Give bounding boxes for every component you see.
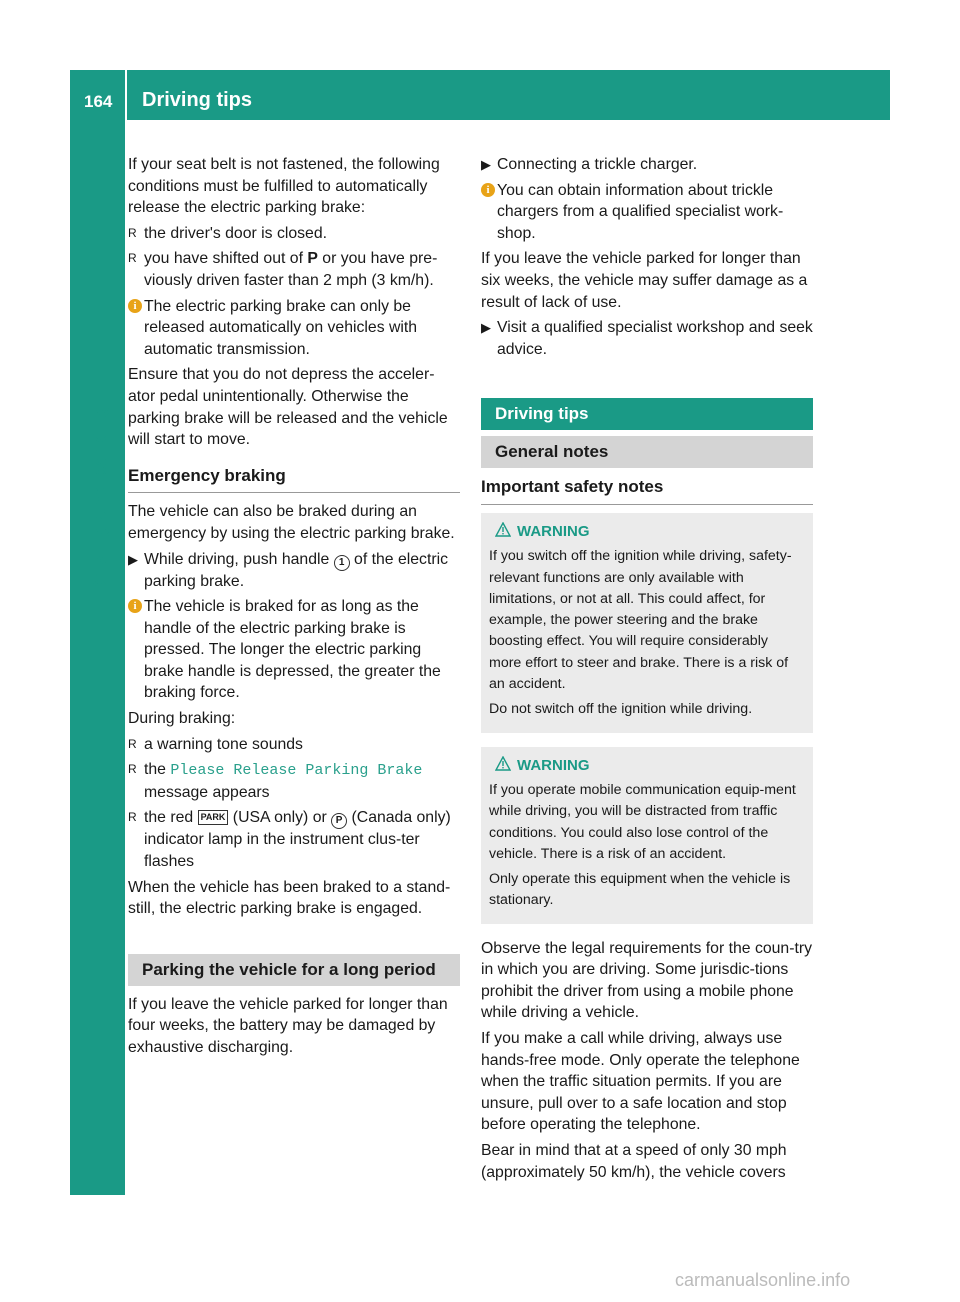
watermark: carmanualsonline.info [675, 1270, 851, 1290]
info-icon: i [128, 299, 142, 313]
list-item-text: you have shifted out of [144, 250, 308, 268]
info-note [128, 596, 460, 704]
body-text: If you leave the vehicle parked for longer than six weeks, the vehicle may suffer damage as a result of lack of use. [481, 250, 808, 311]
warning-text: Only operate this equipment when the vehicle is stationary. [489, 871, 791, 909]
right-column [481, 154, 813, 1187]
subsection-band: General notes [481, 436, 813, 468]
warning-heading [489, 521, 803, 542]
instruction-step [128, 549, 460, 593]
body-text: During braking: [128, 710, 236, 728]
parking-brake-lamp-icon: P [331, 813, 347, 829]
list-item-text: or you have pre-viously driven faster than 2 mph (3 km/h). [144, 250, 438, 289]
intro-text: If your seat belt is not fastened, the following conditions must be fulfilled to automatically release the electric parking brake: [128, 156, 440, 217]
info-text: The vehicle is braked for as long as the handle of the electric parking brake is pressed. The longer the electric parking brake handle is depressed, the greater the braking force. [144, 598, 441, 702]
page-number: 164 [84, 92, 113, 111]
arrow-icon: ▶ [128, 551, 138, 567]
body-text: Bear in mind that at a speed of only 30 mph (approximately 50 km/h), the vehicle covers [481, 1142, 787, 1181]
page-header [70, 70, 890, 120]
warning-box [481, 513, 813, 733]
bullet-icon: R [128, 762, 137, 777]
step-text: While driving, push handle [144, 550, 334, 568]
section-band: Driving tips [481, 398, 813, 430]
page-title: Driving tips [142, 89, 253, 111]
list-item [128, 759, 460, 803]
arrow-icon: ▶ [481, 320, 491, 336]
body-text: Ensure that you do not depress the acceler-ator pedal unintentionally. Otherwise the parking brake will be released and the vehicle will start to move. [128, 366, 448, 449]
section-heading: Important safety notes [481, 476, 813, 505]
bullet-icon: R [128, 251, 137, 266]
section-heading: Emergency braking [128, 465, 460, 494]
body-text: Observe the legal requirements for the coun-try in which you are driving. Some jurisdic-tions prohibit the driver from using a mobile phone while driving a vehicle. [481, 939, 813, 1022]
list-item [128, 734, 460, 756]
warning-text: If you switch off the ignition while driving, safety-relevant functions are only available with limitations, or not at all. This could affect, for example, the power steering and the brake boosting effect. You will require considerably more effort to steer and brake. There is a risk of an accident. [489, 548, 792, 693]
info-icon: i [128, 599, 142, 613]
warning-text: Do not switch off the ignition while driving. [489, 701, 753, 718]
list-item-text: the driver's door is closed. [144, 224, 328, 242]
sidebar-bar [70, 120, 125, 1195]
body-text: If you make a call while driving, always use hands-free mode. Only operate the telephone when the traffic situation permits. If you are unsure, pull over to a safe location and stop before operating the telephone. [481, 1030, 800, 1134]
list-item-text: a warning tone sounds [144, 735, 303, 753]
list-item-text: (USA only) or [228, 809, 332, 827]
list-item [128, 248, 460, 291]
list-item-text: the [144, 761, 171, 779]
body-text: The vehicle can also be braked during an emergency by using the electric parking brake. [128, 503, 455, 542]
warning-box [481, 747, 813, 924]
header-divider [125, 70, 127, 120]
list-item-text: the red [144, 809, 198, 827]
info-note [128, 296, 460, 361]
bullet-icon: R [128, 736, 137, 751]
gear-p: P [307, 250, 318, 268]
warning-title: WARNING [517, 522, 590, 540]
warning-triangle-icon [495, 756, 511, 771]
section-tab [86, 380, 116, 620]
list-item [128, 223, 460, 245]
left-column [128, 154, 460, 1063]
instruction-step [481, 317, 813, 360]
warning-title: WARNING [517, 756, 590, 774]
step-text: Connecting a trickle charger. [497, 156, 698, 173]
list-item [128, 807, 460, 872]
body-text: If you leave the vehicle parked for longer than four weeks, the battery may be damaged by exhaustive discharging. [128, 995, 448, 1056]
display-message: Please Release Parking Brake [170, 762, 423, 780]
warning-heading [489, 755, 803, 776]
park-lamp-icon: PARK [198, 810, 229, 825]
list-item-text: (Canada only) indicator lamp in the instrument clus-ter flashes [144, 809, 451, 871]
info-icon: i [481, 183, 495, 197]
handle-number-icon: 1 [334, 555, 350, 571]
step-text: Visit a qualified specialist workshop and seek advice. [497, 319, 813, 358]
body-text: When the vehicle has been braked to a stand-still, the electric parking brake is engaged. [128, 878, 451, 918]
instruction-step [481, 154, 813, 176]
list-item-text: message appears [144, 783, 270, 801]
info-text: The electric parking brake can only be released automatically on vehicles with automatic transmission. [144, 297, 418, 358]
subsection-band: Parking the vehicle for a long period [128, 954, 460, 986]
section-tab-label: Driving and parking [89, 406, 112, 594]
warning-text: If you operate mobile communication equip-ment while driving, you will be distracted from traffic conditions. You could also lose control of the vehicle. There is a risk of an accident. [489, 781, 796, 862]
step-text: of the electric parking brake. [144, 550, 449, 590]
info-text: You can obtain information about trickle chargers from a qualified specialist work-shop. [497, 181, 784, 242]
warning-triangle-icon [495, 522, 511, 537]
bullet-icon: R [128, 225, 137, 240]
bullet-icon: R [128, 810, 137, 825]
info-note [481, 180, 813, 245]
arrow-icon: ▶ [481, 157, 491, 172]
